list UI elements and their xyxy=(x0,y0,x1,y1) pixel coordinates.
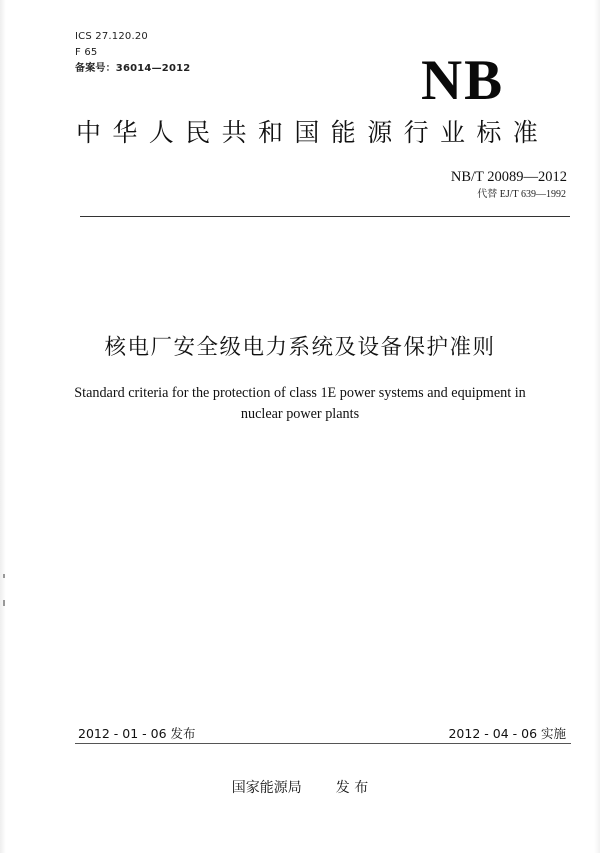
scan-mark xyxy=(3,574,5,578)
replaces-standard: 代替 EJ/T 639—1992 xyxy=(477,189,566,200)
issue-date: 2012 - 01 - 06 发布 xyxy=(78,726,196,741)
record-number: 备案号：36014—2012 xyxy=(75,63,191,74)
document-title-en: Standard criteria for the protection of class 1E power systems and equipment in nuclear power plants xyxy=(74,385,526,422)
ccs-code: F 65 xyxy=(75,47,98,58)
implementation-date: 2012 - 04 - 06 实施 xyxy=(448,726,566,741)
publisher-action: 发 布 xyxy=(335,780,369,796)
scan-mark xyxy=(3,600,5,606)
standard-category: 中华人民共和国能源行业标准 xyxy=(76,118,550,147)
standard-number: NB/T 20089—2012 xyxy=(450,169,567,185)
header-divider xyxy=(80,216,570,217)
nb-logo: NB xyxy=(421,49,505,112)
document-title-cn: 核电厂安全级电力系统及设备保护准则 xyxy=(104,335,496,360)
publisher-name: 国家能源局 xyxy=(231,780,302,796)
publisher-line xyxy=(0,779,600,797)
ics-code: ICS 27.120.20 xyxy=(75,31,148,42)
footer-divider xyxy=(75,743,571,744)
